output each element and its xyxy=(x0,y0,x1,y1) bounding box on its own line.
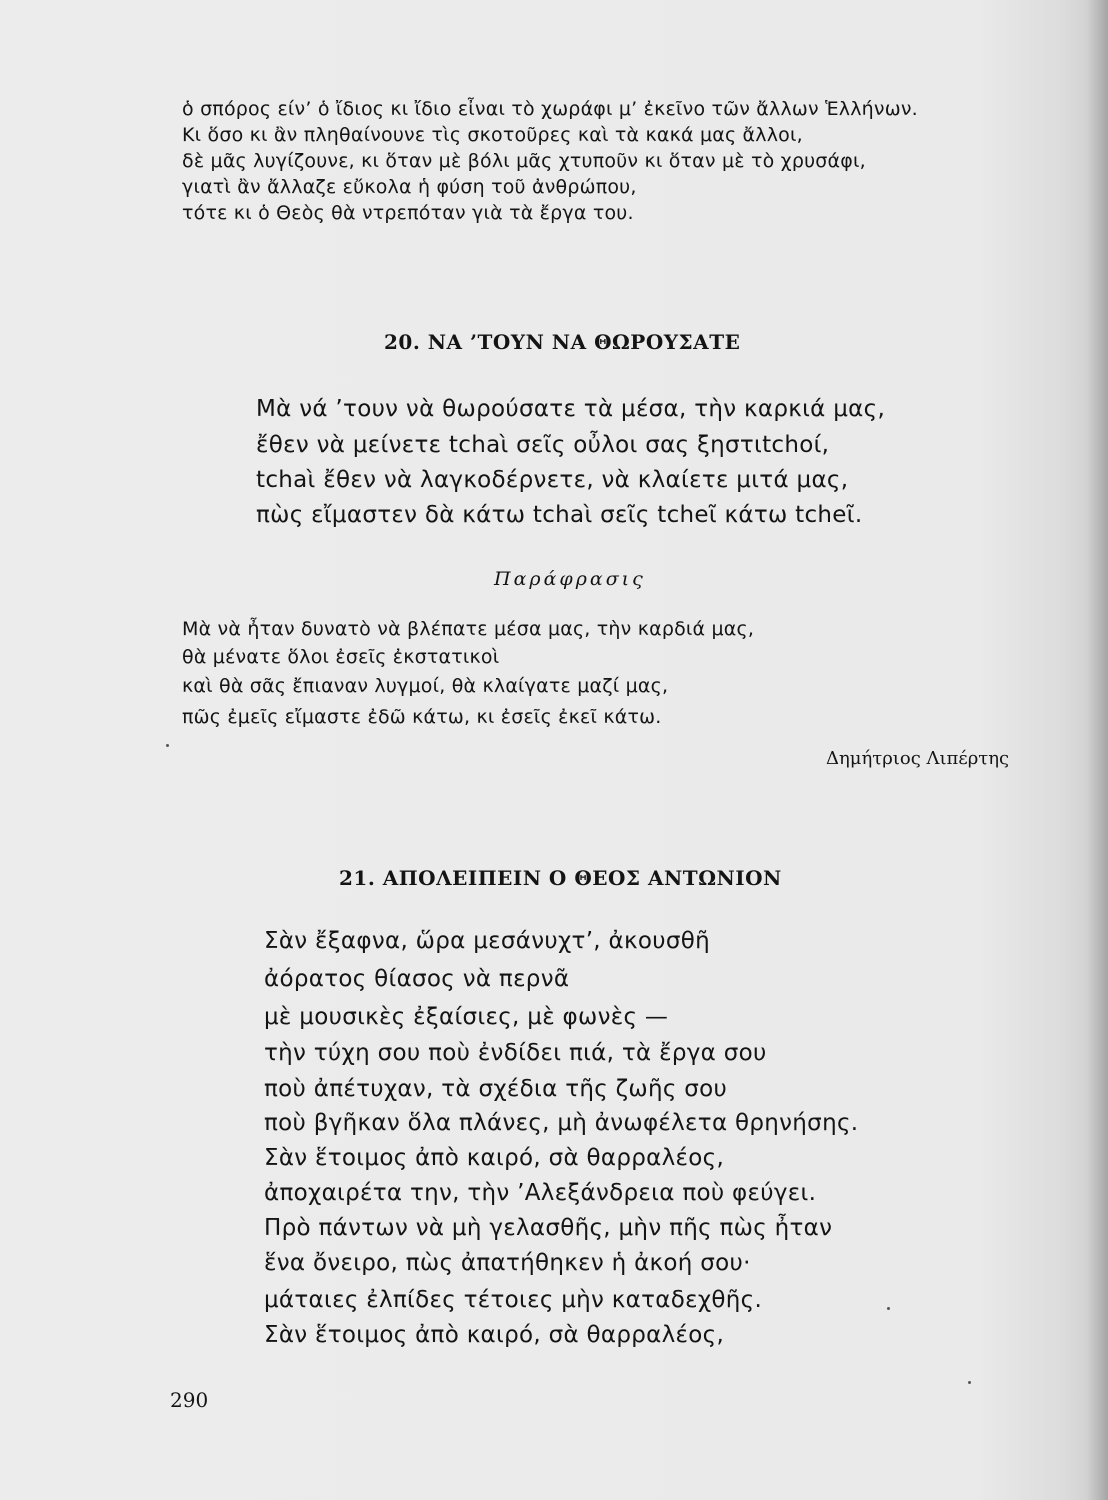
poem-21-line: ἀόρατος θίασος νὰ περνᾶ xyxy=(264,966,570,992)
intro-line: δὲ μᾶς λυγίζουνε, κι ὅταν μὲ βόλι μᾶς χτυποῦν κι ὅταν μὲ τὸ χρυσάφι, xyxy=(182,150,866,172)
poem-21-line: ποὺ βγῆκαν ὅλα πλάνες, μὴ ἀνωφέλετα θρηνήσης. xyxy=(264,1110,859,1136)
poem-21-line: ἕνα ὄνειρο, πὼς ἀπατήθηκεν ἡ ἀκοή σου· xyxy=(264,1250,751,1276)
poem-21-line: ποὺ ἀπέτυχαν, τὰ σχέδια τῆς ζωῆς σου xyxy=(264,1076,728,1102)
intro-line: Κι ὅσο κι ἂν πληθαίνουνε τὶς σκοτοῦρες καὶ τὰ κακά μας ἄλλοι, xyxy=(182,124,803,146)
paraphrase-line: καὶ θὰ σᾶς ἔπιαναν λυγμοί, θὰ κλαίγατε μαζί μας, xyxy=(182,675,669,697)
book-spine-shadow xyxy=(1086,0,1108,1500)
poem-20-author: Δημήτριος Λιπέρτης xyxy=(826,748,1010,769)
intro-line: γιατὶ ἂν ἄλλαζε εὔκολα ἡ φύση τοῦ ἀνθρώπου, xyxy=(182,176,637,198)
print-speck xyxy=(968,1381,971,1384)
print-speck xyxy=(887,1307,890,1310)
poem-20-line: tchaὶ ἔθεν νὰ λαγκοδέρνετε, νὰ κλαίετε μιτά μας, xyxy=(256,467,849,493)
intro-line: ὁ σπόρος είν’ ὁ ἴδιος κι ἴδιο εἶναι τὸ χωράφι μ’ ἐκεῖνο τῶν ἄλλων Ἑλλήνων. xyxy=(182,98,918,120)
poem-21-line: μάταιες ἐλπίδες τέτοιες μὴν καταδεχθῆς. xyxy=(264,1287,763,1313)
paraphrase-line: θὰ μένατε ὅλοι ἐσεῖς ἐκστατικοὶ xyxy=(182,646,500,668)
paraphrase-line: Μὰ νὰ ἦταν δυνατὸ νὰ βλέπατε μέσα μας, τὴν καρδιά μας, xyxy=(182,618,755,640)
poem-21-line: Σὰν ἕτοιμος ἀπὸ καιρό, σὰ θαρραλέος, xyxy=(264,1145,725,1171)
poem-21-line: Σὰν ἕτοιμος ἀπὸ καιρό, σὰ θαρραλέος, xyxy=(264,1322,725,1348)
poem-20-line: πὼς εἴμαστεν δὰ κάτω tchaὶ σεῖς tcheῖ κάτω tcheῖ. xyxy=(256,502,863,528)
poem-21-line: μὲ μουσικὲς ἐξαίσιες, μὲ φωνὲς — xyxy=(264,1004,669,1030)
poem-21-line: τὴν τύχη σου ποὺ ἐνδίδει πιά, τὰ ἔργα σου xyxy=(264,1040,767,1066)
poem-21-line: Πρὸ πάντων νὰ μὴ γελασθῆς, μὴν πῆς πὼς ἦταν xyxy=(264,1215,833,1241)
poem-21-line: ἀποχαιρέτα την, τὴν ’Αλεξάνδρεια ποὺ φεύγει. xyxy=(264,1180,817,1206)
poem-21-line: Σὰν ἔξαφνα, ὥρα μεσάνυχτ’, ἀκουσθῆ xyxy=(264,928,710,954)
poem-20-line: Μὰ νά ’τουν νὰ θωρούσατε τὰ μέσα, τὴν καρκιά μας, xyxy=(256,396,886,422)
poem-20-heading: 20. ΝΑ ’ΤΟΥΝ ΝΑ ΘΩΡΟΥΣΑΤΕ xyxy=(384,330,741,354)
poem-21-heading: 21. ΑΠΟΛΕΙΠΕΙΝ Ο ΘΕΟΣ ΑΝΤΩΝΙΟΝ xyxy=(339,866,782,890)
poem-20-line: ἔθεν νὰ μείνετε tchaὶ σεῖς οὖλοι σας ξηστιtchoί, xyxy=(256,432,830,458)
page-number: 290 xyxy=(170,1388,209,1412)
intro-line: τότε κι ὁ Θεὸς θὰ ντρεπόταν γιὰ τὰ ἔργα του. xyxy=(182,202,634,224)
print-speck xyxy=(166,744,169,747)
paraphrase-line: πῶς ἐμεῖς εἴμαστε ἐδῶ κάτω, κι ἐσεῖς ἐκεῖ κάτω. xyxy=(182,706,662,728)
paraphrase-heading: Παράφρασις xyxy=(494,568,646,590)
